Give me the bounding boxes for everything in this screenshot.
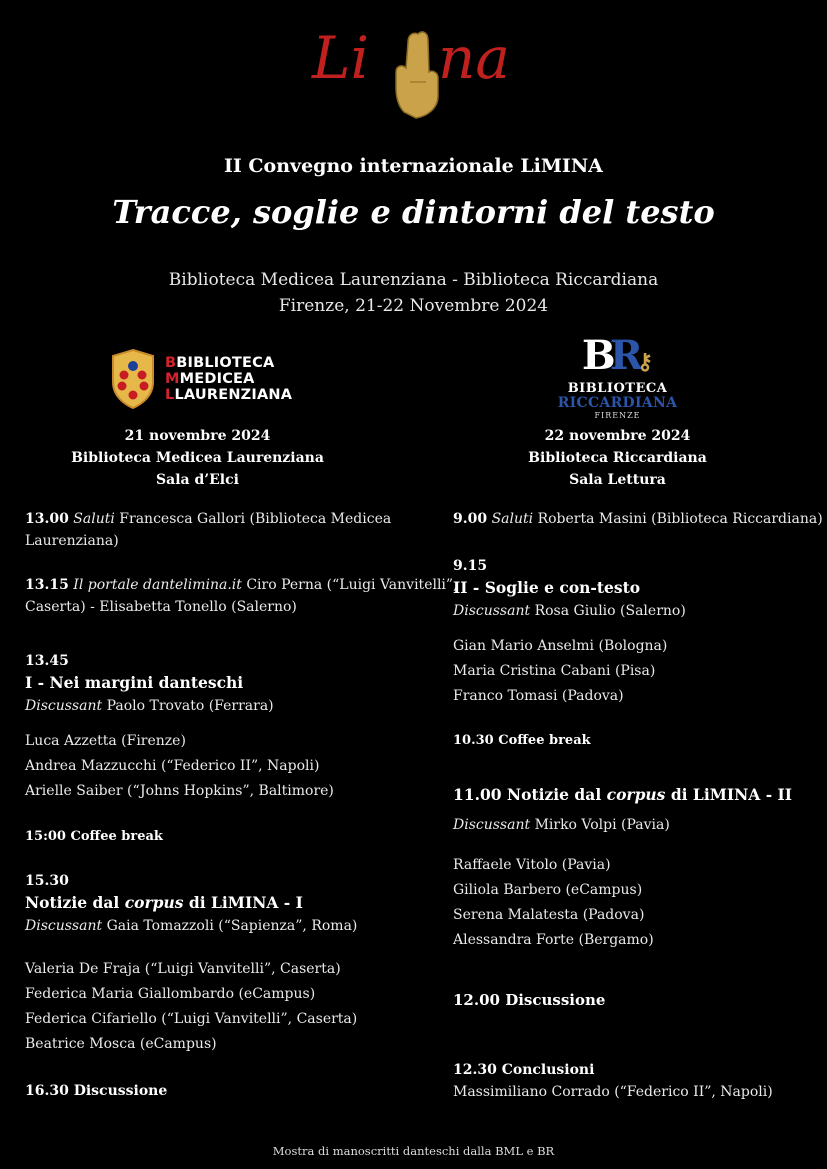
conference-heading: II Convegno internazionale LiMINA xyxy=(224,155,603,177)
day1-coffee-break: 15:00 Coffee break xyxy=(25,829,163,844)
speaker: Raffaele Vitolo (Pavia) xyxy=(453,857,611,873)
br-line1: BIBLIOTECA xyxy=(567,381,668,396)
day2-item-welcome: 9.00 Saluti Roberta Masini (Biblioteca Riccardiana) xyxy=(453,511,823,527)
br-logo xyxy=(545,332,690,420)
speaker: Alessandra Forte (Bergamo) xyxy=(453,932,654,948)
footer-note: Mostra di manoscritti danteschi dalla BML e BR xyxy=(272,1144,555,1158)
speaker: Luca Azzetta (Firenze) xyxy=(25,733,186,749)
day1-date: 21 novembre 2024 xyxy=(124,428,271,444)
speaker: Beatrice Mosca (eCampus) xyxy=(25,1036,217,1052)
libraries-line: Biblioteca Medicea Laurenziana - Biblioteca Riccardiana xyxy=(168,270,659,290)
finger-icon xyxy=(396,32,438,118)
place-date-line: Firenze, 21-22 Novembre 2024 xyxy=(278,296,549,316)
day1-session1-speakers xyxy=(25,729,334,804)
day2-session1-speakers xyxy=(453,634,667,709)
day2-session2: 11.00 Notizie dal corpus di LiMINA - II Discussant Mirko Volpi (Pavia) xyxy=(453,785,793,833)
br-line2: RICCARDIANA xyxy=(557,395,678,411)
day2-date: 22 novembre 2024 xyxy=(544,428,691,444)
limina-logo xyxy=(300,12,520,122)
day2-session1: 9.15 II - Soglie e con-testo Discussant Rosa Giulio (Salerno) xyxy=(453,558,686,619)
speaker: Gian Mario Anselmi (Bologna) xyxy=(453,638,668,654)
day2-conclusions: 12.30 Conclusioni Massimiliano Corrado (“Federico II”, Napoli) xyxy=(453,1062,773,1100)
bml-line3: LAURENZIANA xyxy=(174,387,293,403)
day1-session2-speakers xyxy=(25,957,357,1057)
day1-item-welcome: 13.00 Saluti Francesca Gallori (Biblioteca Medicea Laurenziana) xyxy=(25,511,392,549)
br-line3: FIRENZE xyxy=(594,411,641,420)
key-icon: ⚷ xyxy=(636,349,654,375)
day1-header xyxy=(40,425,355,491)
speaker: Serena Malatesta (Padova) xyxy=(453,907,645,923)
speaker: Federica Cifariello (“Luigi Vanvitelli”, Caserta) xyxy=(25,1011,358,1027)
day1-discussion: 16.30 Discussione xyxy=(25,1083,168,1099)
speaker: Valeria De Fraja (“Luigi Vanvitelli”, Caserta) xyxy=(25,961,341,977)
day2-discussion: 12.00 Discussione xyxy=(453,991,606,1009)
day1-item-portal: 13.15 Il portale dantelimina.it Ciro Perna (“Luigi Vanvitelli”, Caserta) - Elisabetta Tonello (Salerno) xyxy=(25,577,458,615)
speaker: Federica Maria Giallombardo (eCampus) xyxy=(25,986,316,1002)
speaker: Giliola Barbero (eCampus) xyxy=(453,882,643,898)
day1-room: Sala d’Elci xyxy=(156,472,239,488)
day2-venue: Biblioteca Riccardiana xyxy=(528,450,707,466)
speaker: Franco Tomasi (Padova) xyxy=(453,688,624,704)
br-mono-r: R xyxy=(609,332,637,379)
speaker: Arielle Saiber (“Johns Hopkins”, Baltimore) xyxy=(25,783,334,799)
conference-title: Tracce, soglie e dintorni del testo xyxy=(112,193,715,231)
logo-text-na: na xyxy=(438,24,510,92)
day2-coffee-break: 10.30 Coffee break xyxy=(453,733,591,748)
bml-line1: BIBLIOTECA xyxy=(176,355,275,371)
day1-session1: 13.45 I - Nei margini danteschi Discussant Paolo Trovato (Ferrara) xyxy=(25,653,274,714)
speaker: Maria Cristina Cabani (Pisa) xyxy=(453,663,656,679)
day2-room: Sala Lettura xyxy=(569,472,666,488)
day1-session2: 15.30 Notizie dal corpus di LiMINA - I Discussant Gaia Tomazzoli (“Sapienza”, Roma) xyxy=(25,873,358,934)
day1-venue: Biblioteca Medicea Laurenziana xyxy=(71,450,324,466)
speaker: Andrea Mazzucchi (“Federico II”, Napoli) xyxy=(25,758,320,774)
br-mono-b: B xyxy=(581,332,610,379)
bml-logo: BBIBLIOTECA MMEDICEA LLAURENZIANA xyxy=(108,348,298,412)
day2-session2-speakers xyxy=(453,853,654,953)
day2-header xyxy=(460,425,775,491)
medici-shield-icon xyxy=(108,348,158,410)
logo-text-li: Li xyxy=(312,24,370,92)
bml-line2: MEDICEA xyxy=(179,371,255,387)
